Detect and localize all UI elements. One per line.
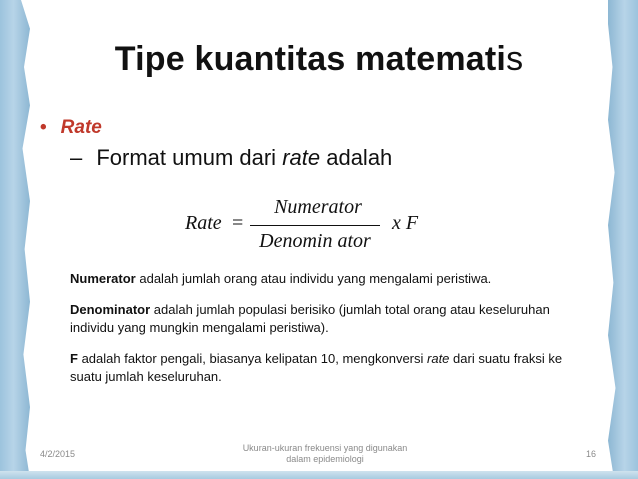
sub-bullet-dash: –	[70, 145, 89, 170]
p1-term: Numerator	[70, 271, 136, 286]
p3-italic: rate	[427, 351, 450, 366]
bullet-rate	[40, 117, 102, 139]
p2-term: Denominator	[70, 302, 151, 317]
paragraph-denominator	[70, 301, 570, 337]
formula-equals: =	[232, 212, 244, 234]
p1-text: adalah jumlah orang atau individu yang mengalami peristiwa.	[135, 271, 492, 286]
bottom-border-decoration	[0, 471, 638, 479]
formula-lhs: Rate	[185, 212, 222, 234]
bullet-dot-icon: •	[40, 117, 47, 138]
formula-fraction-bar	[250, 225, 380, 226]
footer-title	[220, 443, 430, 465]
bullet-label: Rate	[60, 117, 102, 138]
paragraph-factor	[70, 350, 570, 386]
sub-text-after: adalah	[320, 145, 393, 170]
footer-title-line2: dalam epidemiologi	[286, 454, 364, 464]
p3-term: F	[70, 351, 78, 366]
p3-text-1: adalah faktor pengali, biasanya kelipatan 10, mengkonversi	[77, 351, 428, 366]
formula-numerator: Numerator	[274, 196, 362, 218]
rate-formula	[180, 196, 440, 256]
slide-title-main: Tipe kuantitas matemati	[114, 40, 507, 78]
sub-text-before: Format umum dari	[96, 145, 283, 170]
formula-rhs: x F	[392, 212, 419, 234]
slide-title-tail: s	[506, 40, 524, 78]
p2-text: adalah jumlah populasi berisiko (jumlah total orang atau keseluruhan individu yang mungkin mengalami peristiwa).	[70, 302, 550, 335]
paragraph-numerator	[70, 270, 570, 288]
sub-bullet	[70, 145, 392, 171]
sub-text-italic: rate	[282, 145, 321, 170]
footer-title-line1: Ukuran-ukuran frekuensi yang digunakan	[242, 443, 408, 453]
footer-page-number: 16	[586, 449, 597, 459]
footer-date: 4/2/2015	[40, 449, 76, 459]
p3-text-2: dari suatu fraksi ke suatu jumlah keseluruhan.	[70, 351, 563, 384]
formula-denominator: Denomin ator	[259, 230, 371, 252]
slide-title	[0, 40, 638, 79]
